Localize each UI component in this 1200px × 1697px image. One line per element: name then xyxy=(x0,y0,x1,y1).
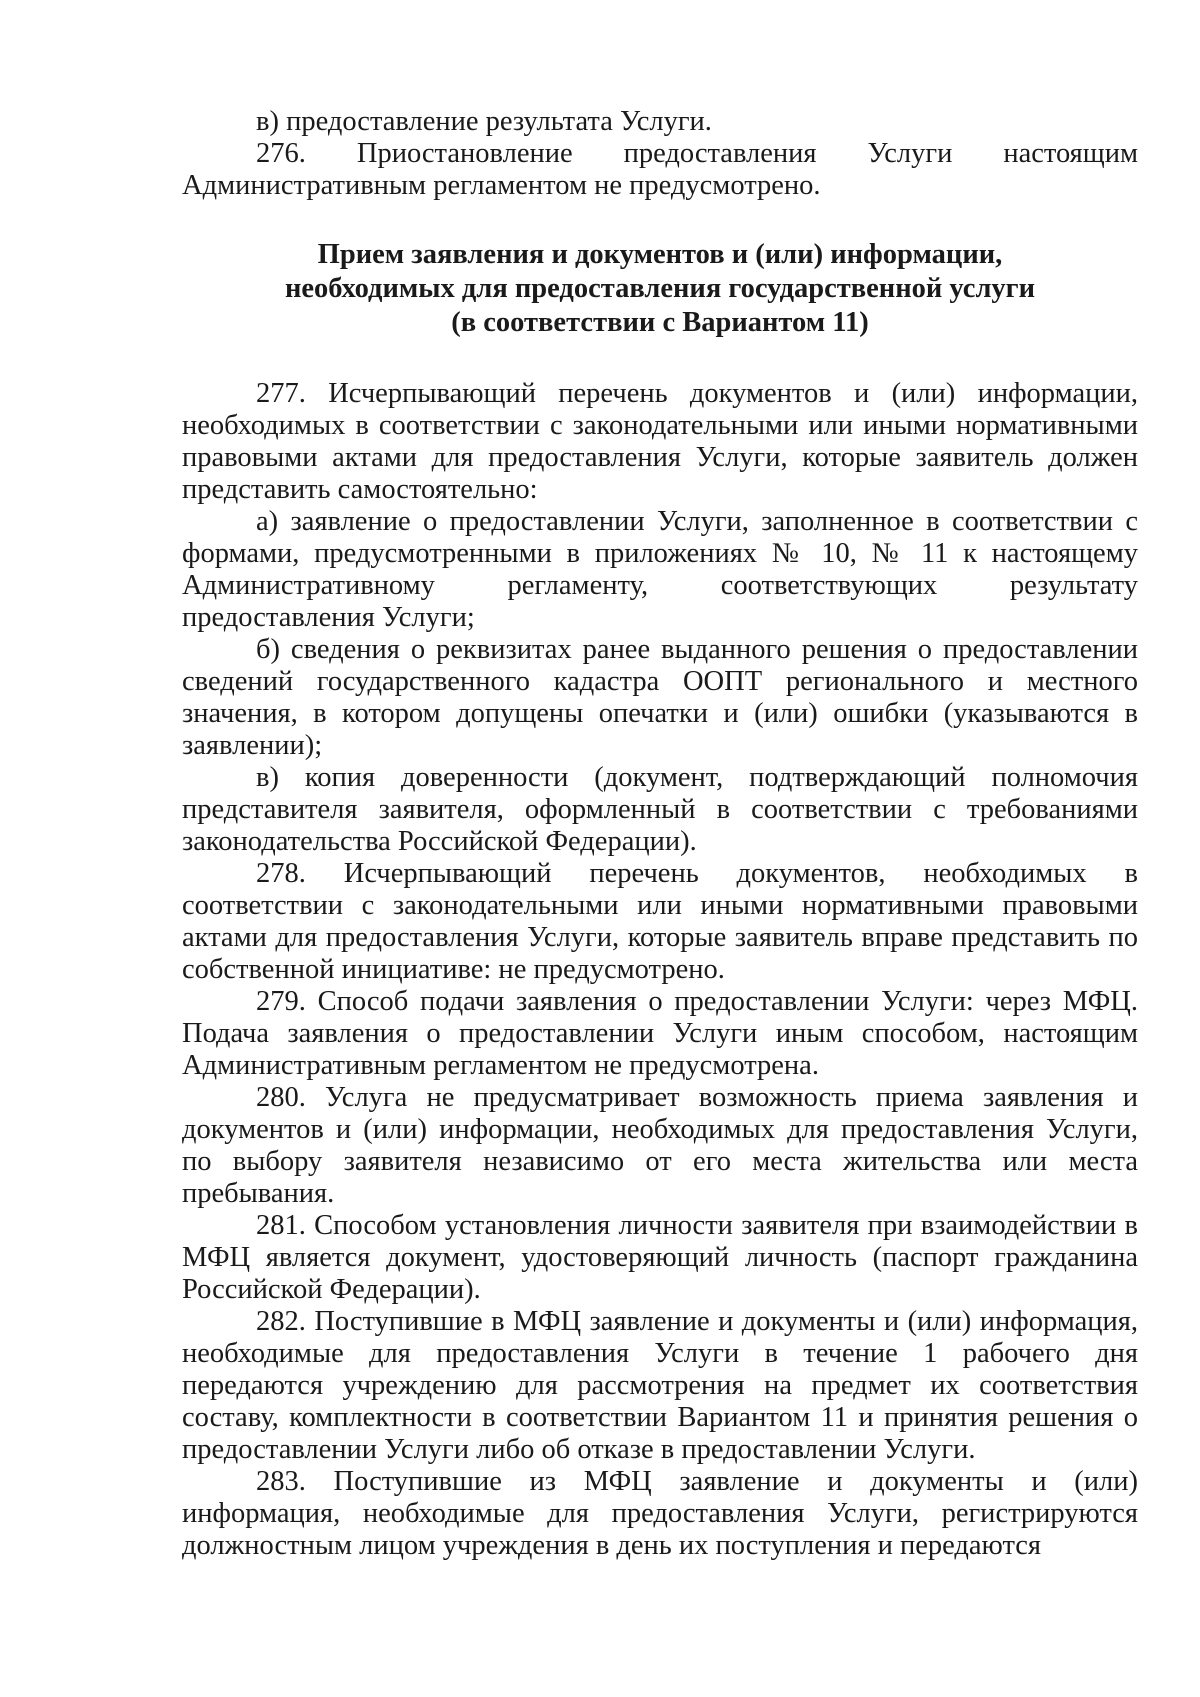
section-heading xyxy=(182,238,1138,340)
section-heading-line-1: Прием заявления и документов и (или) информации, xyxy=(317,239,1003,270)
paragraph-281: 281. Способом установления личности заявителя при взаимодействии в МФЦ является документ, удостоверяющий личность (паспорт гражданина Российской Федерации). xyxy=(182,1210,1138,1305)
paragraph-277: 277. Исчерпывающий перечень документов и (или) информации, необходимых в соответствии с законодательными или иными нормативными правовыми актами для предоставления Услуги, которые заявитель должен представить самостоятельно: xyxy=(182,378,1138,505)
paragraph-276: 276. Приостановление предоставления Услуги настоящим Административным регламентом не предусмотрено. xyxy=(182,138,1138,201)
paragraph-278: 278. Исчерпывающий перечень документов, необходимых в соответствии с законодательными или иными нормативными правовыми актами для предоставления Услуги, которые заявитель вправе представить по собственной инициативе: не предусмотрено. xyxy=(182,858,1138,985)
paragraph-280: 280. Услуга не предусматривает возможность приема заявления и документов и (или) информации, необходимых для предоставления Услуги, по выбору заявителя независимо от его места жительства или места пребывания. xyxy=(182,1082,1138,1209)
section-heading-line-2: необходимых для предоставления государственной услуги xyxy=(284,273,1036,304)
section-heading-line-3: (в соответствии с Вариантом 11) xyxy=(451,307,869,338)
paragraph-282: 282. Поступившие в МФЦ заявление и документы и (или) информация, необходимые для предоставления Услуги в течение 1 рабочего дня передаются учреждению для рассмотрения на предмет их соответствия составу, комплектности в соответствии Вариантом 11 и принятия решения о предоставлении Услуги либо об отказе в предоставлении Услуги. xyxy=(182,1306,1138,1465)
paragraph-279: 279. Способ подачи заявления о предоставлении Услуги: через МФЦ. Подача заявления о предоставлении Услуги иным способом, настоящим Административным регламентом не предусмотрена. xyxy=(182,986,1138,1081)
result-item-v: в) предоставление результата Услуги. xyxy=(256,106,712,137)
paragraph-277-item-b: б) сведения о реквизитах ранее выданного решения о предоставлении сведений государственного кадастра ООПТ регионального и местного значения, в котором допущены опечатки и (или) ошибки (указываются в заявлении); xyxy=(182,634,1138,761)
paragraph-277-item-a: а) заявление о предоставлении Услуги, заполненное в соответствии с формами, предусмотренными в приложениях № 10, № 11 к настоящему Административному регламенту, соответствующих результату предоставления Услуги; xyxy=(182,506,1138,633)
document-body xyxy=(182,106,1138,1562)
paragraph-283: 283. Поступившие из МФЦ заявление и документы и (или) информация, необходимые для предоставления Услуги, регистрируются должностным лицом учреждения в день их поступления и передаются xyxy=(182,1466,1138,1561)
paragraph-277-item-v: в) копия доверенности (документ, подтверждающий полномочия представителя заявителя, оформленный в соответствии с требованиями законодательства Российской Федерации). xyxy=(182,762,1138,857)
